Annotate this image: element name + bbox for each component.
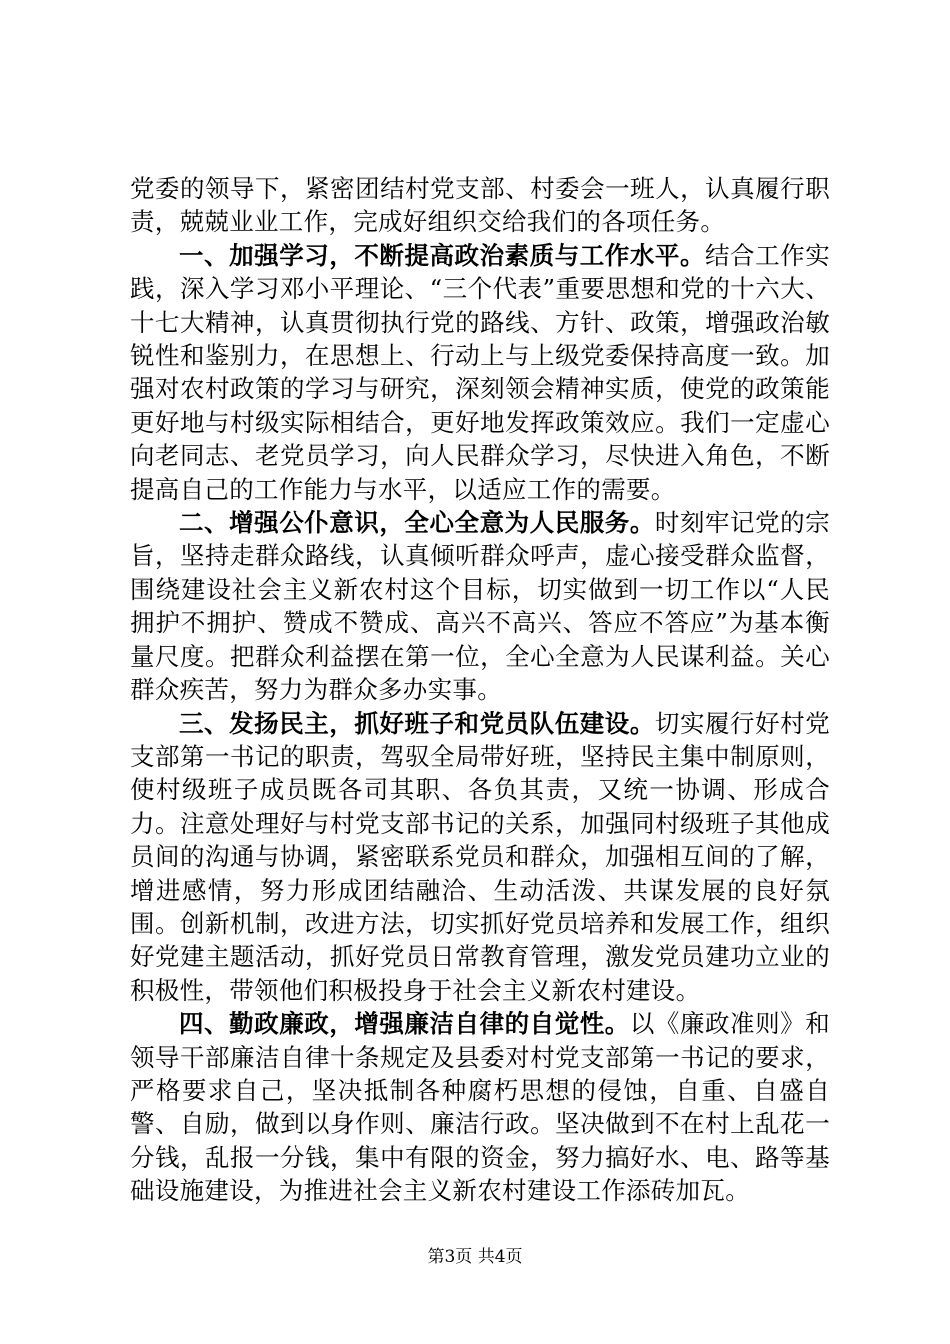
paragraph-democracy [130,707,830,1008]
paragraph-text: 切实履行好村党支部第一书记的职责，驾驭全局带好班，坚持民主集中制原则，使村级班子成员既各司其职、各负其责，又统一协调、形成合力。注意处理好与村党支部书记的关系，加强同村级班子其他成员间的沟通与协调，紧密联系党员和群众，加强相互间的了解，增进感情，努力形成团结融洽、生动活泼、共谋发展的良好氛围。创新机制，改进方法，切实抓好党员培养和发展工作，组织好党建主题活动，抓好党员日常教育管理，激发党员建功立业的积极性，带领他们积极投身于社会主义新农村建设。 [130,708,830,1005]
paragraph-heading: 一、加强学习，不断提高政治素质与工作水平。 [179,240,705,270]
paragraph-text: 时刻牢记党的宗旨，坚持走群众路线，认真倾听群众呼声，虚心接受群众监督，围绕建设社会主义新农村这个目标，切实做到一切工作以“人民拥护不拥护、赞成不赞成、高兴不高兴、答应不答应”为基本衡量尺度。把群众利益摆在第一位，全心全意为人民谋利益。关心群众疾苦，努力为群众多办实事。 [130,508,831,705]
page-number: 第3页 共4页 [427,1247,523,1267]
paragraph-study [130,239,830,506]
paragraph-heading: 二、增强公仆意识，全心全意为人民服务。 [179,508,655,538]
paragraph-intro [130,172,830,239]
page-footer [0,1246,950,1268]
paragraph-heading: 四、勤政廉政，增强廉洁自律的自觉性。 [179,1009,630,1039]
paragraph-text: 结合工作实践，深入学习邓小平理论、“三个代表”重要思想和党的十六大、十七大精神，认真贯彻执行党的路线、方针、政策，增强政治敏锐性和鉴别力，在思想上、行动上与上级党委保持高度一致。加强对农村政策的学习与研究，深刻领会精神实质，使党的政策能更好地与村级实际相结合，更好地发挥政策效应。我们一定虚心向老同志、老党员学习，向人民群众学习，尽快进入角色，不断提高自己的工作能力与水平，以适应工作的需要。 [130,240,830,504]
paragraph-text: 以《廉政准则》和领导干部廉洁自律十条规定及县委对村党支部第一书记的要求，严格要求自己，坚决抵制各种腐朽思想的侵蚀，自重、自盛自警、自励，做到以身作则、廉洁行政。坚决做到不在村上乱花一分钱，乱报一分钱，集中有限的资金，努力搞好水、电、路等基础设施建设，为推进社会主义新农村建设工作添砖加瓦。 [130,1009,830,1206]
document-body [130,172,830,1208]
paragraph-text: 党委的领导下，紧密团结村党支部、村委会一班人，认真履行职责，兢兢业业工作，完成好组织交给我们的各项任务。 [130,174,830,237]
paragraph-heading: 三、发扬民主，抓好班子和党员队伍建设。 [179,708,655,738]
paragraph-service [130,506,830,706]
paragraph-integrity [130,1007,830,1207]
